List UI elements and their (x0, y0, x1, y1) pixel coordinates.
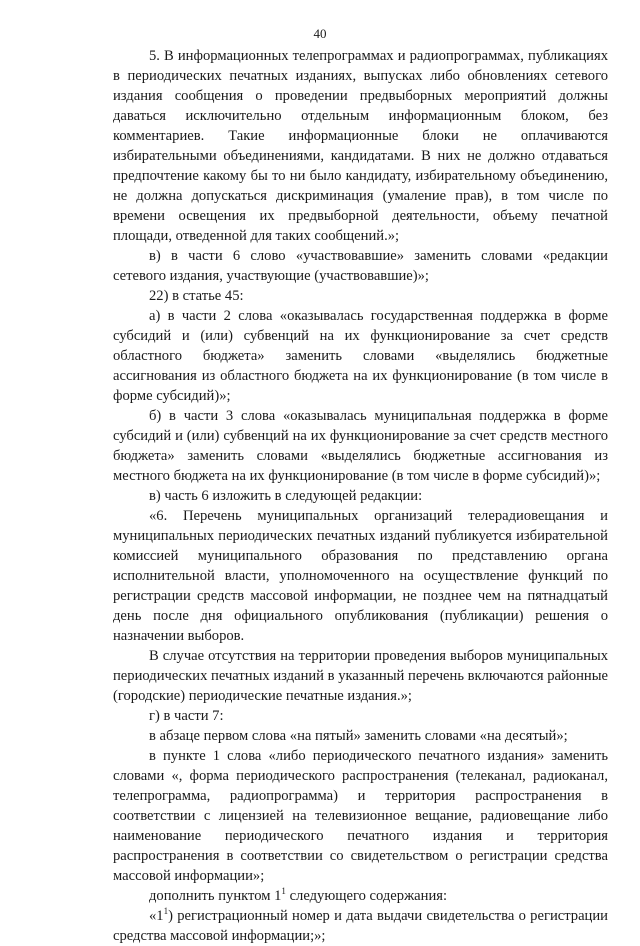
paragraph-13 (113, 906, 608, 946)
paragraph-2: в) в части 6 слово «участвовавшие» заменить словами «редакции сетевого издания, участвующие (участвовавшие)»; (113, 248, 608, 284)
paragraph-13-text: «1 (149, 908, 164, 924)
paragraph-13-rest: ) регистрационный номер и дата выдачи свидетельства о регистрации средства массовой информации;»; (113, 908, 608, 944)
paragraph-1: 5. В информационных телепрограммах и радиопрограммах, публикациях в периодических печатных изданиях, выпусках либо обновлениях сетевого издания сообщения о проведении предвыборных мероприятий должны даваться исключительно отдельным информационным блоком, без комментариев. Такие информационные блоки не оплачиваются избирательными объединениями, кандидатами. В них не должно отдаваться предпочтение какому бы то ни было кандидату, избирательному объединению, не должна допускаться дискриминация (умаление прав), в том числе по времени освещения их предвыборной деятельности, объему печатной площади, отведенной для таких сообщений.»; (113, 48, 608, 244)
paragraph-12-text: дополнить пунктом 1 (149, 888, 282, 904)
paragraph-11: в пункте 1 слова «либо периодического печатного издания» заменить словами «, форма периодического распространения (телеканал, радиоканал, телепрограмма, радиопрограмма) и территория распространения в соответствии с лицензией на телевизионное вещание, радиовещание либо наименование периодического печатного издания и территория распространения в соответствии со свидетельством о регистрации средства массовой информации»; (113, 748, 608, 884)
paragraph-9: г) в части 7: (149, 708, 224, 724)
paragraph-5: б) в части 3 слова «оказывалась муниципальная поддержка в форме субсидий и (или) субвенций на их функционирование за счет средств местного бюджета» заменить словами «выделялись бюджетные ассигнования из местного бюджета на их функционирование (в том числе в форме субсидий)»; (113, 408, 608, 484)
paragraph-12-rest: следующего содержания: (285, 888, 448, 904)
paragraph-8: В случае отсутствия на территории проведения выборов муниципальных периодических печатных изданий в указанный перечень включаются районные (городские) периодические печатные издания.»; (113, 648, 608, 704)
paragraph-7: «6. Перечень муниципальных организаций телерадиовещания и муниципальных периодических печатных изданий публикуется избирательной комиссией муниципального образования по представлению органа исполнительной власти, уполномоченного на осуществление функций по регистрации средств массовой информации, не позднее чем на пятнадцатый день после дня официального опубликования (публикации) решения о назначении выборов. (113, 508, 608, 644)
superscript-1: 1 (163, 906, 169, 917)
superscript-1: 1 (281, 886, 286, 897)
paragraph-4: а) в части 2 слова «оказывалась государственная поддержка в форме субсидий и (или) субвенций на их функционирование за счет средств областного бюджета» заменить словами «выделялись бюджетные ассигнования из областного бюджета на их функционирование (в том числе в форме субсидий)»; (113, 308, 608, 404)
paragraph-3: 22) в статье 45: (149, 288, 244, 304)
page-number: 40 (313, 26, 327, 41)
paragraph-12 (113, 886, 608, 906)
document-body (113, 46, 608, 946)
paragraph-10: в абзаце первом слова «на пятый» заменить словами «на десятый»; (149, 728, 568, 744)
paragraph-6: в) часть 6 изложить в следующей редакции: (149, 488, 423, 504)
